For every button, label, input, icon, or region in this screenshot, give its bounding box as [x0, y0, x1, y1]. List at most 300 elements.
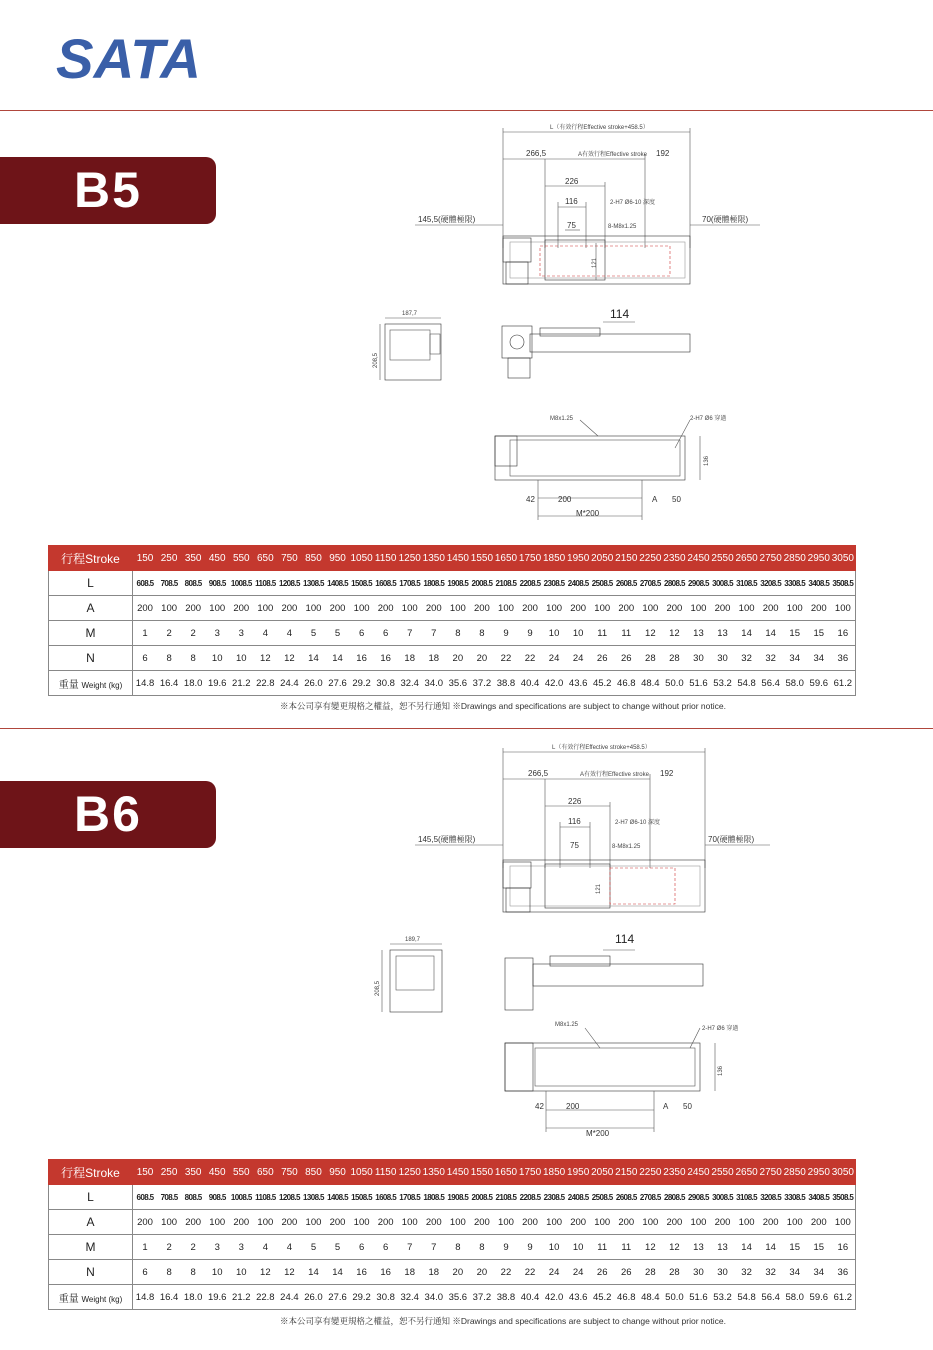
- table-cell: 1350: [422, 552, 445, 564]
- dim-left-limit: 145,5(硬體極限): [418, 835, 476, 844]
- dim-187: 187,7: [402, 311, 418, 317]
- table-cell: 2050: [591, 1166, 614, 1178]
- table-cell: 2508.5: [591, 1192, 613, 1202]
- table-cell: 54.8: [737, 1291, 756, 1303]
- table-cell: 950: [329, 552, 346, 564]
- table-cell: 1: [142, 627, 148, 639]
- table-cell: 3050: [831, 552, 854, 564]
- table-cell: 200: [473, 1216, 490, 1228]
- table-cell: 2708.5: [639, 1192, 661, 1202]
- table-cell: 43.6: [568, 1291, 588, 1303]
- table-cell: 24: [548, 652, 560, 664]
- table-cell: 3308.5: [784, 1192, 806, 1202]
- table-cell: 1608.5: [375, 578, 397, 588]
- table-cell: 100: [257, 1216, 274, 1228]
- dim-effective: A有效行程Effective stroke: [578, 152, 647, 158]
- dim-192: 192: [656, 149, 670, 158]
- table-cell: 12: [260, 652, 271, 664]
- table-cell: 200: [473, 602, 490, 614]
- dim-121: 121: [596, 883, 602, 894]
- table-cell: 18: [404, 1266, 415, 1278]
- table-cell: 2350: [663, 552, 686, 564]
- table-cell: 3050: [831, 1166, 854, 1178]
- table-cell: 40.4: [520, 677, 540, 689]
- row-label-L: L: [49, 1185, 133, 1210]
- table-cell: 1950: [567, 1166, 590, 1178]
- row-label-A: A: [49, 596, 133, 621]
- table-cell: 150: [136, 1166, 154, 1178]
- table-cell: 15: [813, 1241, 825, 1253]
- table-cell: 200: [233, 1216, 250, 1228]
- table-cell: 37.2: [472, 677, 492, 689]
- table-cell: 4: [286, 627, 293, 639]
- table-cell: 24.4: [280, 1291, 299, 1303]
- table-cell: 1250: [398, 1166, 421, 1178]
- table-cell: 200: [714, 1216, 731, 1228]
- model-badge-b5: B5: [0, 157, 216, 224]
- table-cell: 34: [789, 1266, 800, 1278]
- table-cell: 9: [527, 1241, 533, 1253]
- table-cell: 32: [741, 652, 752, 664]
- table-cell: 2808.5: [663, 1192, 685, 1202]
- table-cell: 38.8: [496, 1291, 516, 1303]
- table-cell: 908.5: [208, 578, 226, 588]
- table-cell: 29.2: [352, 677, 371, 689]
- table-cell: 2408.5: [567, 1192, 589, 1202]
- table-cell: 16: [380, 1266, 391, 1278]
- dim-42: 42: [535, 1102, 544, 1111]
- table-cell: 200: [618, 1216, 635, 1228]
- table-cell: 10: [548, 1241, 560, 1253]
- table-cell: 2850: [783, 1166, 806, 1178]
- table-cell: 200: [329, 602, 346, 614]
- table-cell: 200: [522, 602, 538, 614]
- table-cell: 1: [142, 1241, 148, 1253]
- table-cell: 200: [233, 602, 250, 614]
- table-cell: 26: [620, 1266, 632, 1278]
- table-cell: 2608.5: [615, 578, 637, 588]
- drawing-svg-b6: [360, 738, 780, 1148]
- table-cell: 22: [500, 652, 512, 664]
- table-cell: 50.0: [665, 677, 684, 689]
- table-cell: 1650: [494, 1166, 518, 1178]
- table-cell: 15: [813, 627, 825, 639]
- table-cell: 2608.5: [615, 1192, 637, 1202]
- table-cell: 61.2: [833, 677, 853, 689]
- dim-75: 75: [570, 841, 579, 850]
- table-cell: 100: [353, 1216, 370, 1228]
- technical-drawing-b6: [360, 738, 780, 1148]
- table-cell: 750: [281, 552, 298, 564]
- table-cell: 708.5: [160, 1192, 178, 1202]
- table-cell: 2850: [783, 552, 806, 564]
- table-cell: 18: [428, 1266, 440, 1278]
- table-cell: 18.0: [183, 677, 203, 689]
- table-cell: 13: [693, 627, 704, 639]
- table-cell: 14: [308, 652, 319, 664]
- table-cell: 1450: [446, 1166, 469, 1178]
- dim-L-label: L（有效行程Effective stroke+458.5）: [550, 125, 649, 131]
- table-cell: 42.0: [544, 1291, 564, 1303]
- M-values: [133, 1235, 855, 1259]
- table-cell: 608.5: [136, 578, 154, 588]
- table-cell: 14: [741, 627, 752, 639]
- table-cell: 200: [185, 602, 202, 614]
- dim-116: 116: [568, 817, 581, 826]
- dim-208: 208,5: [373, 352, 379, 368]
- table-cell: 100: [786, 1216, 803, 1228]
- table-cell: 36: [837, 652, 849, 664]
- table-cell: 3: [214, 1241, 220, 1253]
- table-cell: 32: [765, 1266, 776, 1278]
- dim-L-label: L（有效行程Effective stroke+458.5）: [552, 745, 651, 751]
- dim-200: 200: [566, 1102, 580, 1111]
- table-cell: 12: [284, 652, 295, 664]
- table-cell: 100: [546, 602, 563, 614]
- table-cell: 100: [498, 602, 514, 614]
- table-cell: 54.8: [737, 677, 756, 689]
- table-cell: 12: [645, 1241, 656, 1253]
- table-cell: 2008.5: [471, 1192, 493, 1202]
- row-label-weight: 重量 Weight (kg): [49, 1285, 133, 1310]
- table-cell: 8: [455, 627, 461, 639]
- table-cell: 2108.5: [495, 1192, 517, 1202]
- table-cell: 20: [452, 1266, 464, 1278]
- table-cell: 1708.5: [399, 578, 421, 588]
- table-cell: 8: [479, 627, 485, 639]
- table-cell: 2450: [687, 1166, 710, 1178]
- table-cell: 200: [618, 602, 635, 614]
- L-values: [133, 1185, 855, 1209]
- table-cell: 8: [190, 652, 196, 664]
- table-cell: 53.2: [713, 677, 732, 689]
- table-cell: 11: [597, 627, 608, 639]
- table-cell: 6: [358, 627, 365, 639]
- table-cell: 16: [356, 1266, 367, 1278]
- table-cell: 2208.5: [519, 578, 541, 588]
- table-cell: 1708.5: [399, 1192, 421, 1202]
- stroke-header: 行程Stroke: [49, 546, 133, 571]
- table-cell: 2408.5: [567, 578, 589, 588]
- dim-hole2: 2-H7 Ø6 穿過: [690, 416, 727, 422]
- dim-266: 266,5: [526, 149, 547, 158]
- dim-50: 50: [683, 1102, 692, 1111]
- table-cell: 16: [380, 652, 391, 664]
- table-cell: 550: [232, 1166, 250, 1178]
- table-cell: 2250: [639, 552, 662, 564]
- table-cell: 30.8: [376, 1291, 395, 1303]
- M-values: [133, 621, 855, 645]
- table-cell: 43.6: [568, 677, 588, 689]
- table-cell: 100: [834, 1216, 851, 1228]
- dim-m8b: M8x1.25: [550, 416, 574, 422]
- table-cell: 5: [334, 627, 341, 639]
- table-cell: 6: [358, 1241, 365, 1253]
- table-cell: 3508.5: [832, 578, 854, 588]
- table-cell: 10: [235, 1266, 247, 1278]
- table-cell: 22.8: [256, 677, 275, 689]
- dim-187: 189,7: [405, 937, 421, 943]
- table-cell: 2150: [615, 552, 638, 564]
- dim-114: 114: [615, 932, 635, 946]
- table-cell: 16: [356, 652, 367, 664]
- table-cell: 200: [377, 602, 394, 614]
- table-cell: 2550: [711, 1166, 734, 1178]
- dim-114: 114: [610, 307, 630, 321]
- table-cell: 22: [500, 1266, 512, 1278]
- sata-logo: [56, 32, 201, 80]
- table-cell: 1908.5: [447, 1192, 469, 1202]
- table-cell: 29.2: [352, 1291, 371, 1303]
- table-cell: 28: [645, 652, 656, 664]
- table-cell: 808.5: [184, 1192, 202, 1202]
- table-cell: 2: [166, 627, 172, 639]
- table-cell: 2350: [663, 1166, 686, 1178]
- table-cell: 16.4: [159, 1291, 179, 1303]
- table-cell: 808.5: [184, 578, 202, 588]
- table-cell: 20: [452, 652, 464, 664]
- table-cell: 1050: [350, 1166, 373, 1178]
- table-cell: 45.2: [592, 677, 612, 689]
- table-cell: 14: [332, 1266, 343, 1278]
- table-cell: 38.8: [496, 677, 516, 689]
- table-cell: 2: [190, 627, 196, 639]
- table-cell: 750: [281, 1166, 298, 1178]
- table-cell: 100: [401, 1216, 418, 1228]
- table-cell: 1850: [542, 1166, 566, 1178]
- dim-m8: 8-M8x1.25: [608, 224, 637, 230]
- table-cell: 100: [209, 1216, 226, 1228]
- table-cell: 10: [548, 627, 560, 639]
- table-cell: 200: [714, 602, 731, 614]
- table-cell: 1208.5: [278, 578, 300, 588]
- table-cell: 10: [235, 652, 247, 664]
- N-values: [133, 646, 855, 670]
- table-cell: 200: [522, 1216, 538, 1228]
- row-label-N: N: [49, 1260, 133, 1285]
- table-cell: 28: [669, 652, 680, 664]
- table-cell: 200: [570, 1216, 587, 1228]
- table-cell: 16: [837, 1241, 849, 1253]
- table-cell: 14: [308, 1266, 319, 1278]
- table-cell: 1150: [374, 1166, 397, 1178]
- table-cell: 34.0: [424, 1291, 444, 1303]
- dim-200: 200: [558, 495, 572, 504]
- table-cell: 1350: [422, 1166, 445, 1178]
- table-cell: 27.6: [328, 677, 347, 689]
- table-cell: 34: [789, 652, 800, 664]
- table-cell: 14: [741, 1241, 752, 1253]
- table-cell: 2308.5: [543, 578, 565, 588]
- table-cell: 200: [281, 1216, 298, 1228]
- table-cell: 1308.5: [303, 578, 324, 588]
- table-cell: 200: [185, 1216, 202, 1228]
- table-cell: 24: [572, 1266, 584, 1278]
- table-cell: 9: [503, 1241, 509, 1253]
- table-cell: 7: [431, 627, 437, 639]
- table-cell: 16.4: [159, 677, 179, 689]
- table-cell: 6: [142, 1266, 148, 1278]
- dim-right-limit: 70(硬體極限): [702, 215, 749, 224]
- table-cell: 26: [596, 1266, 608, 1278]
- table-cell: 2050: [591, 552, 614, 564]
- table-cell: 100: [642, 602, 659, 614]
- table-cell: 650: [257, 1166, 274, 1178]
- table-cell: 35.6: [448, 1291, 468, 1303]
- table-cell: 200: [137, 1216, 153, 1228]
- table-cell: 36: [837, 1266, 849, 1278]
- table-cell: 200: [762, 1216, 779, 1228]
- table-cell: 34.0: [424, 677, 444, 689]
- table-cell: 100: [546, 1216, 563, 1228]
- table-cell: 100: [161, 1216, 178, 1228]
- table-cell: 2508.5: [591, 578, 613, 588]
- table-cell: 1008.5: [230, 1192, 252, 1202]
- table-cell: 10: [572, 1241, 584, 1253]
- divider-top: [0, 110, 933, 111]
- dim-266: 266,5: [528, 769, 549, 778]
- table-cell: 950: [329, 1166, 346, 1178]
- table-cell: 100: [642, 1216, 659, 1228]
- table-cell: 200: [425, 602, 442, 614]
- table-cell: 3: [238, 1241, 244, 1253]
- table-cell: 608.5: [136, 1192, 154, 1202]
- table-cell: 12: [260, 1266, 271, 1278]
- table-cell: 2108.5: [495, 578, 517, 588]
- table-cell: 12: [645, 627, 656, 639]
- table-cell: 100: [594, 1216, 611, 1228]
- table-cell: 250: [160, 552, 178, 564]
- logo-text: SATA: [56, 32, 201, 80]
- table-cell: 22.8: [256, 1291, 275, 1303]
- dim-m8b: M8x1.25: [555, 1022, 579, 1028]
- table-cell: 21.2: [232, 1291, 251, 1303]
- table-cell: 1550: [470, 552, 494, 564]
- table-cell: 1050: [350, 552, 373, 564]
- dim-left-limit: 145,5(硬體極限): [418, 215, 476, 224]
- table-cell: 2650: [735, 552, 758, 564]
- dim-116: 116: [565, 197, 578, 206]
- table-cell: 10: [211, 652, 223, 664]
- row-label-M: M: [49, 1235, 133, 1260]
- table-cell: 450: [208, 1166, 226, 1178]
- table-cell: 1508.5: [351, 578, 373, 588]
- stroke-values: [133, 1160, 855, 1184]
- table-cell: 19.6: [207, 1291, 227, 1303]
- table-cell: 14.8: [135, 677, 155, 689]
- table-cell: 4: [286, 1241, 293, 1253]
- stroke-header: 行程Stroke: [49, 1160, 133, 1185]
- table-cell: 32: [741, 1266, 752, 1278]
- table-cell: 450: [208, 552, 226, 564]
- table-cell: 2808.5: [663, 578, 685, 588]
- table-cell: 30: [693, 652, 704, 664]
- dim-192: 192: [660, 769, 674, 778]
- table-cell: 2208.5: [519, 1192, 541, 1202]
- table-cell: 200: [329, 1216, 346, 1228]
- table-cell: 200: [810, 602, 827, 614]
- table-cell: 3308.5: [784, 578, 806, 588]
- table-cell: 1108.5: [255, 578, 276, 588]
- dim-50: 50: [672, 495, 681, 504]
- table-cell: 56.4: [761, 677, 780, 689]
- table-cell: 1150: [374, 552, 397, 564]
- table-cell: 3008.5: [712, 1192, 733, 1202]
- table-cell: 26.0: [304, 677, 323, 689]
- table-cell: 100: [305, 602, 322, 614]
- table-cell: 40.4: [520, 1291, 540, 1303]
- table-cell: 51.6: [689, 1291, 708, 1303]
- table-cell: 3108.5: [736, 1192, 758, 1202]
- table-cell: 2008.5: [471, 578, 493, 588]
- table-cell: 100: [690, 602, 707, 614]
- table-cell: 1550: [470, 1166, 494, 1178]
- table-cell: 350: [184, 1166, 202, 1178]
- table-cell: 100: [209, 602, 226, 614]
- table-cell: 14.8: [135, 1291, 155, 1303]
- table-cell: 850: [305, 1166, 322, 1178]
- table-cell: 24: [572, 652, 584, 664]
- table-cell: 3008.5: [712, 578, 733, 588]
- table-cell: 1008.5: [230, 578, 252, 588]
- table-cell: 34: [813, 1266, 825, 1278]
- table-cell: 200: [377, 1216, 394, 1228]
- table-cell: 8: [455, 1241, 461, 1253]
- table-cell: 46.8: [617, 1291, 636, 1303]
- table-cell: 100: [498, 1216, 514, 1228]
- table-cell: 200: [666, 602, 683, 614]
- dim-A: A: [652, 495, 658, 504]
- table-cell: 6: [142, 652, 148, 664]
- table-cell: 1250: [398, 552, 421, 564]
- table-cell: 850: [305, 552, 322, 564]
- N-values: [133, 1260, 855, 1284]
- table-cell: 28: [669, 1266, 680, 1278]
- table-cell: 11: [621, 627, 632, 639]
- table-cell: 100: [401, 602, 418, 614]
- table-cell: 200: [281, 602, 298, 614]
- table-cell: 58.0: [785, 1291, 804, 1303]
- table-cell: 4: [262, 627, 268, 639]
- table-cell: 20: [476, 1266, 488, 1278]
- table-cell: 200: [762, 602, 779, 614]
- table-cell: 2908.5: [688, 578, 709, 588]
- table-cell: 2450: [687, 552, 710, 564]
- table-cell: 100: [449, 602, 466, 614]
- table-cell: 100: [594, 602, 611, 614]
- table-cell: 59.6: [809, 1291, 829, 1303]
- table-cell: 15: [789, 627, 800, 639]
- table-cell: 8: [166, 1266, 172, 1278]
- row-label-L: L: [49, 571, 133, 596]
- table-cell: 32.4: [400, 677, 419, 689]
- table-cell: 14: [765, 627, 776, 639]
- table-cell: 16: [837, 627, 849, 639]
- table-cell: 13: [717, 627, 728, 639]
- table-cell: 30: [693, 1266, 704, 1278]
- row-label-N: N: [49, 646, 133, 671]
- table-cell: 2550: [711, 552, 734, 564]
- dim-hole1: 2-H7 Ø6-10 深度: [610, 200, 656, 206]
- table-cell: 9: [527, 627, 533, 639]
- table-cell: 1750: [518, 552, 542, 564]
- dim-A: A: [663, 1102, 669, 1111]
- table-cell: 18: [404, 652, 415, 664]
- table-cell: 8: [166, 652, 172, 664]
- table-cell: 908.5: [208, 1192, 226, 1202]
- table-cell: 48.4: [641, 677, 660, 689]
- table-cell: 2750: [759, 1166, 782, 1178]
